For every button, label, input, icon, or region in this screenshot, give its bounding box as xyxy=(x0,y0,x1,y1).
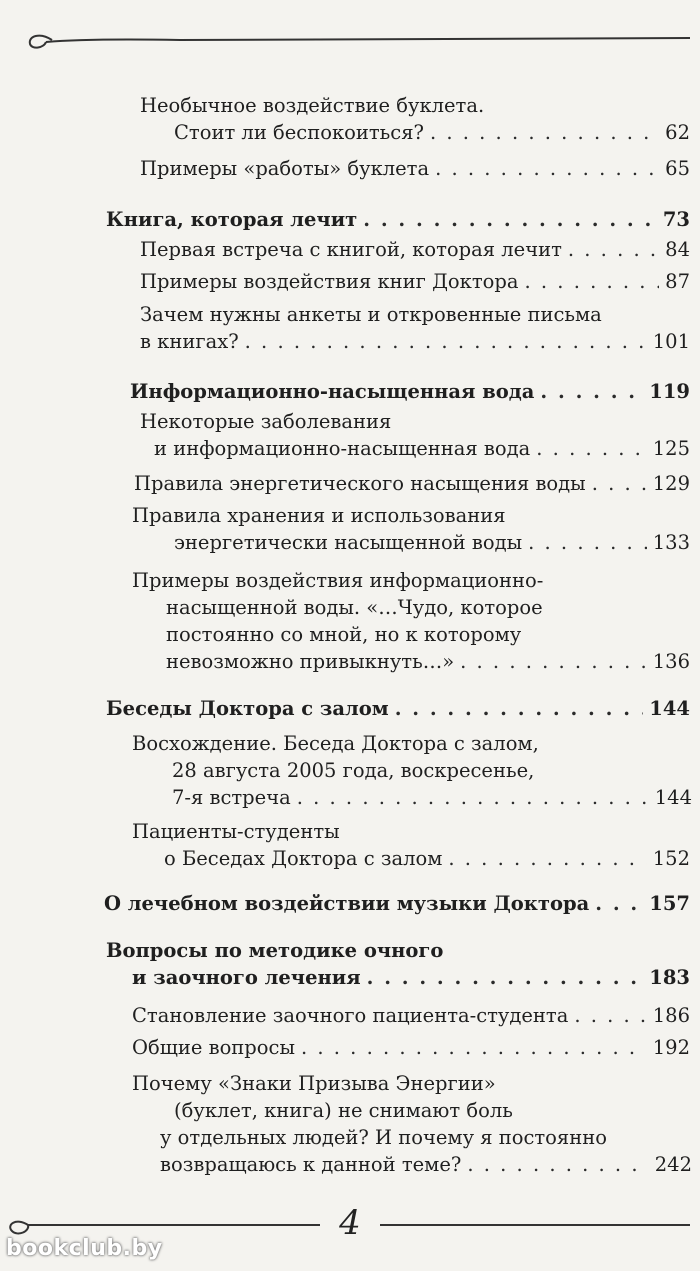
toc-entry xyxy=(134,470,690,497)
toc-page-number: 144 xyxy=(649,697,690,720)
toc-section-heading xyxy=(130,378,690,405)
toc-entry xyxy=(132,818,690,872)
toc-page-number: 65 xyxy=(665,157,690,180)
toc-entry-line: Беседы Доктора с залом xyxy=(106,697,389,720)
leader-dots xyxy=(540,378,643,405)
toc-entry-line: Правила хранения и использования xyxy=(132,504,506,527)
toc-page-number: 192 xyxy=(652,1036,690,1059)
toc-entry xyxy=(132,567,690,675)
toc-entry-line: Примеры воздействия книг Доктора xyxy=(140,270,519,293)
leader-dots xyxy=(568,236,659,263)
toc-entry-line: 7-я встреча xyxy=(172,786,291,809)
toc-page-number: 129 xyxy=(652,472,690,495)
toc-entry xyxy=(132,502,690,556)
toc-entry-line: в книгах? xyxy=(140,330,239,353)
toc-page-number: 101 xyxy=(652,330,690,353)
toc-entry-line: Пациенты-студенты xyxy=(132,820,340,843)
toc-section-heading xyxy=(106,206,690,233)
toc-page-number: 242 xyxy=(654,1153,692,1176)
leader-dots xyxy=(525,268,660,295)
toc-entry-line: 28 августа 2005 года, воскресенье, xyxy=(172,759,535,782)
toc-section-heading xyxy=(106,937,690,991)
toc-entry-line: Книга, которая лечит xyxy=(106,208,358,231)
leader-dots xyxy=(430,119,659,146)
toc-entry-line: Правила энергетического насыщения воды xyxy=(134,472,586,495)
toc-page-number: 144 xyxy=(654,786,692,809)
toc-entry-line: невозможно привыкнуть…» xyxy=(166,650,455,673)
toc-page-number: 119 xyxy=(649,380,690,403)
leader-dots xyxy=(460,648,647,675)
leader-dots xyxy=(435,155,659,182)
toc-page-number: 183 xyxy=(649,966,690,989)
toc-entry-line: Примеры воздействия информационно- xyxy=(132,569,544,592)
toc-page-number: 73 xyxy=(662,208,690,231)
toc-entry-line: О лечебном воздействии музыки Доктора xyxy=(104,892,590,915)
toc-page-number: 84 xyxy=(665,238,690,261)
toc-entry-line: энергетически насыщенной воды xyxy=(174,531,523,554)
toc-entry-line: (буклет, книга) не снимают боль xyxy=(174,1099,513,1122)
toc-page-number: 62 xyxy=(665,121,690,144)
leader-dots xyxy=(467,1151,648,1178)
toc-entry-line: Зачем нужны анкеты и откровенные письма xyxy=(140,303,602,326)
page-number: 4 xyxy=(339,1203,361,1243)
toc-entry xyxy=(140,155,690,182)
toc-entry-line: и заочного лечения xyxy=(132,966,361,989)
leader-dots xyxy=(448,845,646,872)
toc-section-heading xyxy=(104,890,690,917)
toc-entry-line: Почему «Знаки Призыва Энергии» xyxy=(132,1072,496,1095)
leader-dots xyxy=(245,328,647,355)
toc-entry-line: у отдельных людей? И почему я постоянно xyxy=(160,1126,607,1149)
toc-entry xyxy=(140,92,690,146)
leader-dots xyxy=(592,470,647,497)
toc-entry-line: Первая встреча с книгой, которая лечит xyxy=(140,238,562,261)
toc-entry xyxy=(132,1070,692,1178)
toc-entry-line: Восхождение. Беседа Доктора с залом, xyxy=(132,732,539,755)
toc-entry-line: Стоит ли беспокоиться? xyxy=(174,121,424,144)
toc-entry xyxy=(132,1034,690,1061)
leader-dots xyxy=(536,435,646,462)
toc-page-number: 157 xyxy=(649,892,690,915)
toc-entry-line: о Беседах Доктора с залом xyxy=(164,847,443,870)
toc-entry xyxy=(140,408,690,462)
leader-dots xyxy=(297,784,649,811)
toc-entry xyxy=(132,730,692,811)
watermark-logo: bookclub.by xyxy=(6,1236,163,1261)
toc-entry-line: Вопросы по методике очного xyxy=(106,939,444,962)
toc-entry xyxy=(140,236,690,263)
toc-entry-line: Общие вопросы xyxy=(132,1036,295,1059)
toc-entry-line: возвращаюсь к данной теме? xyxy=(160,1153,462,1176)
leader-dots xyxy=(301,1034,647,1061)
toc-entry-line: насыщенной воды. «…Чудо, которое xyxy=(166,596,543,619)
toc-page-number: 87 xyxy=(665,270,690,293)
toc-page-number: 152 xyxy=(652,847,690,870)
toc-page-number: 136 xyxy=(652,650,690,673)
toc-entry-line: Необычное воздействие буклета. xyxy=(140,94,485,117)
toc-entry-line: постоянно со мной, но к которому xyxy=(166,623,522,646)
toc-entry xyxy=(140,268,690,295)
toc-page-number: 186 xyxy=(652,1004,690,1027)
toc-section-heading xyxy=(106,695,690,722)
leader-dots xyxy=(528,529,647,556)
leader-dots xyxy=(367,964,644,991)
leader-dots xyxy=(595,890,643,917)
toc-entry xyxy=(140,301,690,355)
toc-entry-line: Некоторые заболевания xyxy=(140,410,392,433)
toc-page-number: 125 xyxy=(652,437,690,460)
toc-entry-line: Становление заочного пациента-студента xyxy=(132,1004,569,1027)
leader-dots xyxy=(395,695,644,722)
toc-entry-line: Информационно-насыщенная вода xyxy=(130,380,535,403)
toc-entry xyxy=(132,1002,690,1029)
toc-page-number: 133 xyxy=(652,531,690,554)
leader-dots xyxy=(574,1002,646,1029)
leader-dots xyxy=(363,206,657,233)
toc-entry-line: и информационно-насыщенная вода xyxy=(154,437,531,460)
toc-entry-line: Примеры «работы» буклета xyxy=(140,157,430,180)
